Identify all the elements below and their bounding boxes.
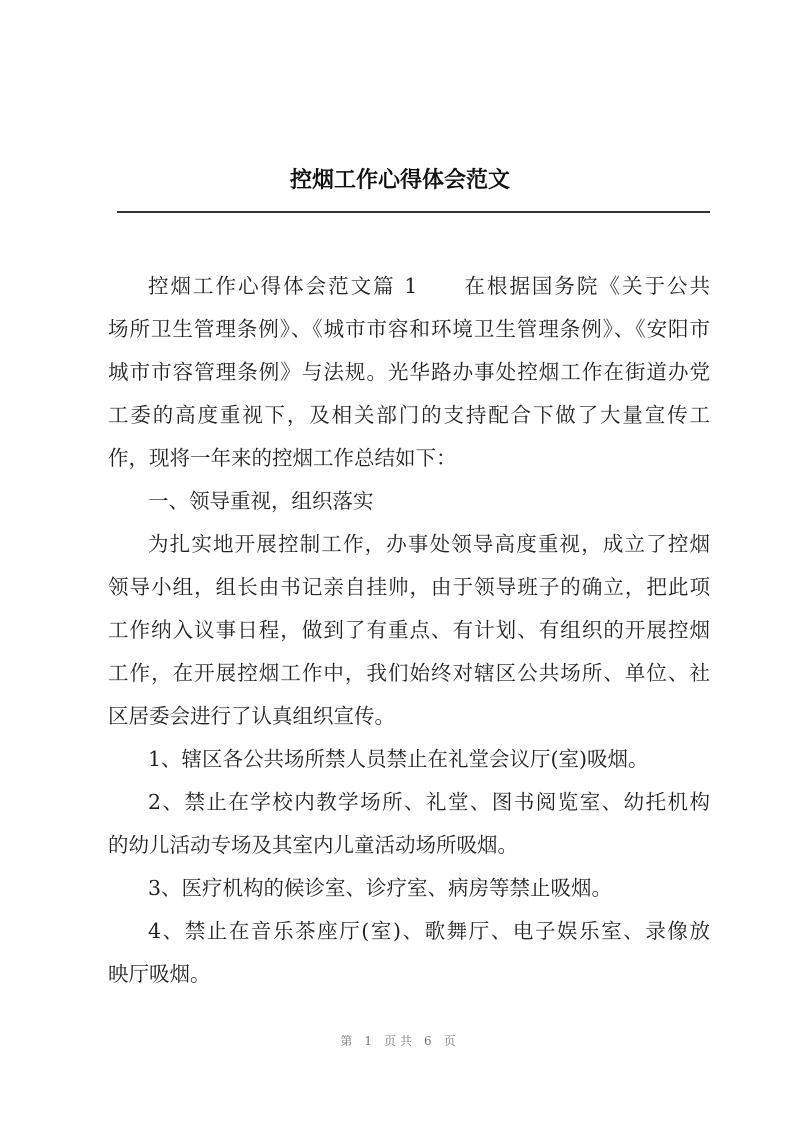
text-line: 作，现将一年来的控烟工作总结如下： xyxy=(108,446,457,470)
document-title: 控烟工作心得体会范文 xyxy=(289,168,510,193)
footer-middle: 页共 xyxy=(383,1034,416,1048)
text-line: 区居委会进行了认真组织宣传。 xyxy=(108,704,395,728)
text-line: 工委的高度重视下，及相关部门的支持配合下做了大量宣传工 xyxy=(108,403,710,427)
title-divider xyxy=(117,211,710,213)
text-line: 4、禁止在音乐茶座厅(室)、歌舞厅、电子娱乐室、录像放 xyxy=(148,919,710,943)
text-line: 为扎实地开展控制工作，办事处领导高度重视，成立了控烟 xyxy=(148,532,710,556)
text-line: 的幼儿活动专场及其室内儿童活动场所吸烟。 xyxy=(108,833,518,857)
text-line: 3、医疗机构的候诊室、诊疗室、病房等禁止吸烟。 xyxy=(148,876,613,900)
document-body xyxy=(108,268,710,999)
text-line: 2、禁止在学校内教学场所、礼堂、图书阅览室、幼托机构 xyxy=(148,790,710,814)
text-line: 场所卫生管理条例》、《城市市容和环境卫生管理条例》、《安阳市 xyxy=(108,317,710,341)
text-line: 工作，在开展控烟工作中，我们始终对辖区公共场所、单位、社 xyxy=(108,661,710,685)
text-line: 一、领导重视，组织落实 xyxy=(148,489,374,513)
page-footer xyxy=(0,1032,800,1049)
text-line: 控烟工作心得体会范文篇 1 在根据国务院《关于公共 xyxy=(148,274,710,298)
text-line: 1、辖区各公共场所禁人员禁止在礼堂会议厅(室)吸烟。 xyxy=(148,747,649,771)
footer-suffix: 页 xyxy=(443,1034,460,1048)
text-line: 映厅吸烟。 xyxy=(108,962,211,986)
text-line: 领导小组，组长由书记亲自挂帅，由于领导班子的确立，把此项 xyxy=(108,575,710,599)
footer-total-pages: 6 xyxy=(424,1034,436,1048)
text-line: 工作纳入议事日程，做到了有重点、有计划、有组织的开展控烟 xyxy=(108,618,710,642)
footer-prefix: 第 xyxy=(340,1034,357,1048)
footer-page-number: 1 xyxy=(364,1034,376,1048)
text-line: 城市市容管理条例》与法规。光华路办事处控烟工作在街道办党 xyxy=(108,360,710,384)
